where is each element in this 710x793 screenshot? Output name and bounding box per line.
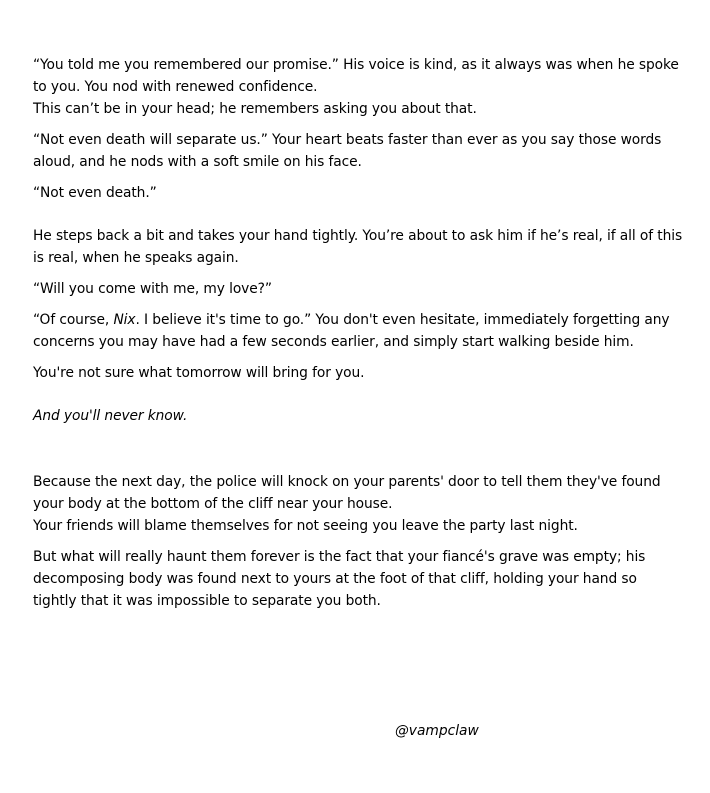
story-line: Because the next day, the police will knock on your parents' door to tell them they've found bbox=[33, 474, 661, 490]
story-line-italic bbox=[33, 405, 693, 427]
story-line: “Not even death will separate us.” Your heart beats faster than ever as you say those words bbox=[33, 132, 662, 148]
author-signature: @vampclaw bbox=[395, 723, 479, 739]
story-line: “You told me you remembered our promise.” His voice is kind, as it always was when he spoke bbox=[33, 57, 679, 73]
story-text: . I believe it's time to go.” You don't even hesitate, immediately forgetting any bbox=[135, 312, 670, 328]
story-line: aloud, and he nods with a soft smile on his face. bbox=[33, 154, 362, 170]
story-name-italic: Nix bbox=[113, 312, 136, 328]
story-line: concerns you may have had a few seconds earlier, and simply start walking beside him. bbox=[33, 334, 634, 350]
story-line: He steps back a bit and takes your hand tightly. You’re about to ask him if he’s real, if all of this bbox=[33, 228, 683, 244]
story-line: “Will you come with me, my love?” bbox=[33, 281, 272, 297]
story-italic-text: And you'll never know. bbox=[33, 408, 188, 424]
story-line: This can’t be in your head; he remembers asking you about that. bbox=[33, 101, 477, 117]
story-text: “Of course, bbox=[33, 312, 114, 328]
story-line: your body at the bottom of the cliff near your house. bbox=[33, 496, 393, 512]
story-line: is real, when he speaks again. bbox=[33, 250, 239, 266]
story-line: to you. You nod with renewed confidence. bbox=[33, 79, 318, 95]
story-line: You're not sure what tomorrow will bring for you. bbox=[33, 365, 365, 381]
story-line bbox=[33, 309, 693, 331]
story-page bbox=[33, 54, 693, 612]
story-line: tightly that it was impossible to separate you both. bbox=[33, 593, 381, 609]
story-line: Your friends will blame themselves for not seeing you leave the party last night. bbox=[33, 518, 578, 534]
story-line: decomposing body was found next to yours at the foot of that cliff, holding your hand so bbox=[33, 571, 637, 587]
story-line: But what will really haunt them forever is the fact that your fiancé's grave was empty; his bbox=[33, 549, 646, 565]
story-line: “Not even death.” bbox=[33, 185, 157, 201]
